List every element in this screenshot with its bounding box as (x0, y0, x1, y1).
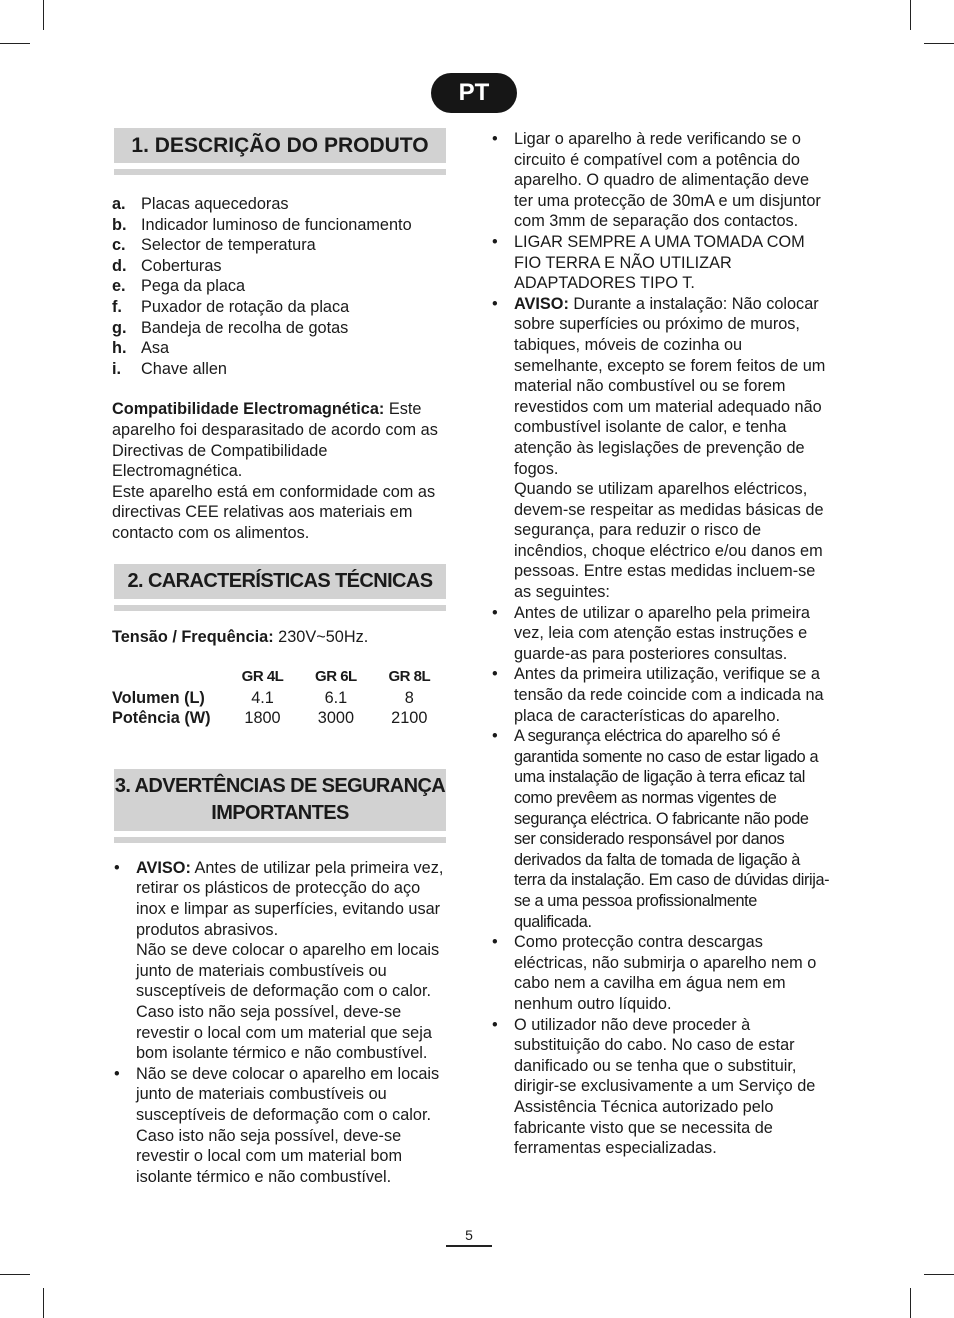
food-contact-paragraph: Este aparelho está em conformidade com as directivas CEE relativas aos materiais em contacto com os alimentos. (112, 482, 436, 542)
spec-table (112, 667, 446, 729)
safety-title-line2: IMPORTANTES (211, 801, 349, 824)
row-label: Volumen (L) (112, 688, 205, 707)
right-column (490, 129, 830, 1159)
parts-list-item: f. Puxador de rotação da placa (112, 297, 350, 316)
cell-value: 8 (404, 688, 414, 707)
parts-list-item: d. Coberturas (112, 256, 222, 275)
voltage-line (112, 627, 446, 648)
table-row (112, 708, 446, 729)
parts-list-item: g. Bandeja de recolha de gotas (112, 318, 349, 337)
parts-list-item: c. Selector de temperatura (112, 236, 316, 255)
list-item: • AVISO: Antes de utilizar pela primeira vez, retirar os plásticos de protecção do aço inox e limpar as superfícies, evitando usar produtos abrasivos. Não se deve colocar o aparelho em locais junto de materiais combustíveis ou susceptíveis de deformação com o calor. Caso isto não seja possível, deve-se revestir o local com um material que seja bom isolante térmico e não combustível. (114, 858, 444, 1063)
emc-label: Compatibilidade Electromagnética: (112, 400, 385, 419)
section-title-safety-warnings (114, 769, 446, 837)
crop-mark (910, 0, 911, 30)
cell-value: 2100 (391, 709, 428, 728)
cell-value: 6.1 (324, 688, 348, 707)
spec-table-header (112, 667, 446, 688)
list-item: • O utilizador não deve proceder à substituição do cabo. No caso de estar danificado ou se tenha que o substituir, dirigir-se exclusivamente a um Serviço de Assistência Técnica autorizado pelo fabricante visto que se necessita de ferramentas especializadas. (492, 1015, 816, 1158)
crop-mark (924, 1274, 954, 1275)
crop-mark (43, 1288, 44, 1318)
list-item: • LIGAR SEMPRE A UMA TOMADA COM FIO TERRA E NÃO UTILIZAR ADAPTADORES TIPO T. (492, 232, 805, 293)
list-item: • A segurança eléctrica do aparelho só é garantida somente no caso de estar ligado a uma instalação de ligação à terra eficaz tal como prevêem as normas vigentes de segurança eléctrica. O fabricante não pode ser considerado responsável por danos derivados da falta de tomada de ligação à terra da instalação. Em caso de dúvidas dirija-se a uma pessoa profissionalmente qualificada. (492, 727, 830, 931)
bullet-icon: • (492, 1015, 498, 1034)
crop-mark (0, 43, 30, 44)
bullet-icon: • (492, 665, 498, 684)
crop-mark (924, 43, 954, 44)
bullet-icon: • (492, 933, 498, 952)
table-row (112, 688, 446, 709)
voltage-label: Tensão / Frequência: (112, 627, 274, 646)
parts-list (112, 194, 446, 379)
safety-list-right (490, 129, 830, 1159)
parts-list-item: h. Asa (112, 339, 170, 358)
bullet-icon: • (492, 727, 498, 746)
list-item: • Ligar o aparelho à rede verificando se o circuito é compatível com a potência do aparelho. O quadro de alimentação deve ter uma protecção de 30mA e um disjuntor com 3mm de separação dos contactos. (492, 130, 821, 231)
safety-list-left (112, 858, 446, 1188)
voltage-value: 230V~50Hz. (273, 627, 369, 646)
cell-value: 1800 (244, 709, 281, 728)
bullet-icon: • (114, 858, 120, 877)
model-header: GR 6L (315, 668, 357, 686)
bullet-icon: • (492, 294, 498, 313)
left-column (112, 128, 446, 1187)
bullet-icon: • (492, 603, 498, 622)
crop-mark (0, 1274, 30, 1275)
emc-text: Este aparelho foi desparasitado de acordo com as Directivas de Compatibilidade Electromagnética. (112, 400, 438, 481)
safety-title-line1: 3. ADVERTÊNCIAS DE SEGURANÇA (114, 774, 446, 797)
bullet-icon: • (114, 1064, 120, 1083)
section-title-technical-specs: 2. CARACTERÍSTICAS TÉCNICAS (114, 564, 446, 605)
bullet-icon: • (492, 130, 498, 148)
list-item: • Antes de utilizar o aparelho pela primeira vez, leia com atenção estas instruções e guarde-as para posteriores consultas. (492, 603, 810, 663)
cell-value: 4.1 (251, 688, 274, 707)
cell-value: 3000 (317, 709, 355, 728)
list-item: • Não se deve colocar o aparelho em locais junto de materiais combustíveis ou susceptíveis de deformação com o calor. Caso isto não seja possível, deve-se revestir o local com um material bom isolante térmico e não combustível. (114, 1064, 440, 1186)
model-header: GR 4L (241, 668, 284, 686)
parts-list-item: e. Pega da placa (112, 277, 246, 296)
list-item: • Antes da primeira utilização, verifique se a tensão da rede coincide com a indicada na placa de características do aparelho. (492, 665, 824, 725)
crop-mark (43, 0, 44, 30)
row-label: Potência (W) (112, 709, 211, 728)
emc-paragraph (112, 399, 446, 481)
parts-list-item: a. Placas aquecedoras (112, 195, 289, 213)
list-item: • AVISO: Durante a instalação: Não colocar sobre superfícies ou próximo de muros, tabiques, móveis de cozinha ou semelhante, excepto se forem feitos de um material não combustível ou se forem revestidos com um material adequado não combustível isolante de calor, e tenha atenção às legislações de prevenção de fogos. Quando se utilizam aparelhos eléctricos, devem-se respeitar as medidas básicas de segurança, para reduzir o risco de incêndios, choque eléctrico e/ou danos em pessoas. Entre estas medidas incluem-se as seguintes: (492, 294, 826, 602)
bullet-icon: • (492, 232, 498, 251)
list-item: • Como protecção contra descargas eléctricas, não submirja o aparelho nem o cabo nem a cavilha em água nem em nenhum outro líquido. (492, 933, 817, 1013)
parts-list-item: b. Indicador luminoso de funcionamento (112, 215, 412, 234)
model-header: GR 8L (388, 668, 431, 686)
parts-list-item: i. Chave allen (112, 359, 227, 378)
page-number: 5 (446, 1227, 492, 1247)
section-title-product-description: 1. DESCRIÇÃO DO PRODUTO (114, 128, 446, 169)
language-badge: PT (431, 73, 517, 113)
crop-mark (910, 1288, 911, 1318)
